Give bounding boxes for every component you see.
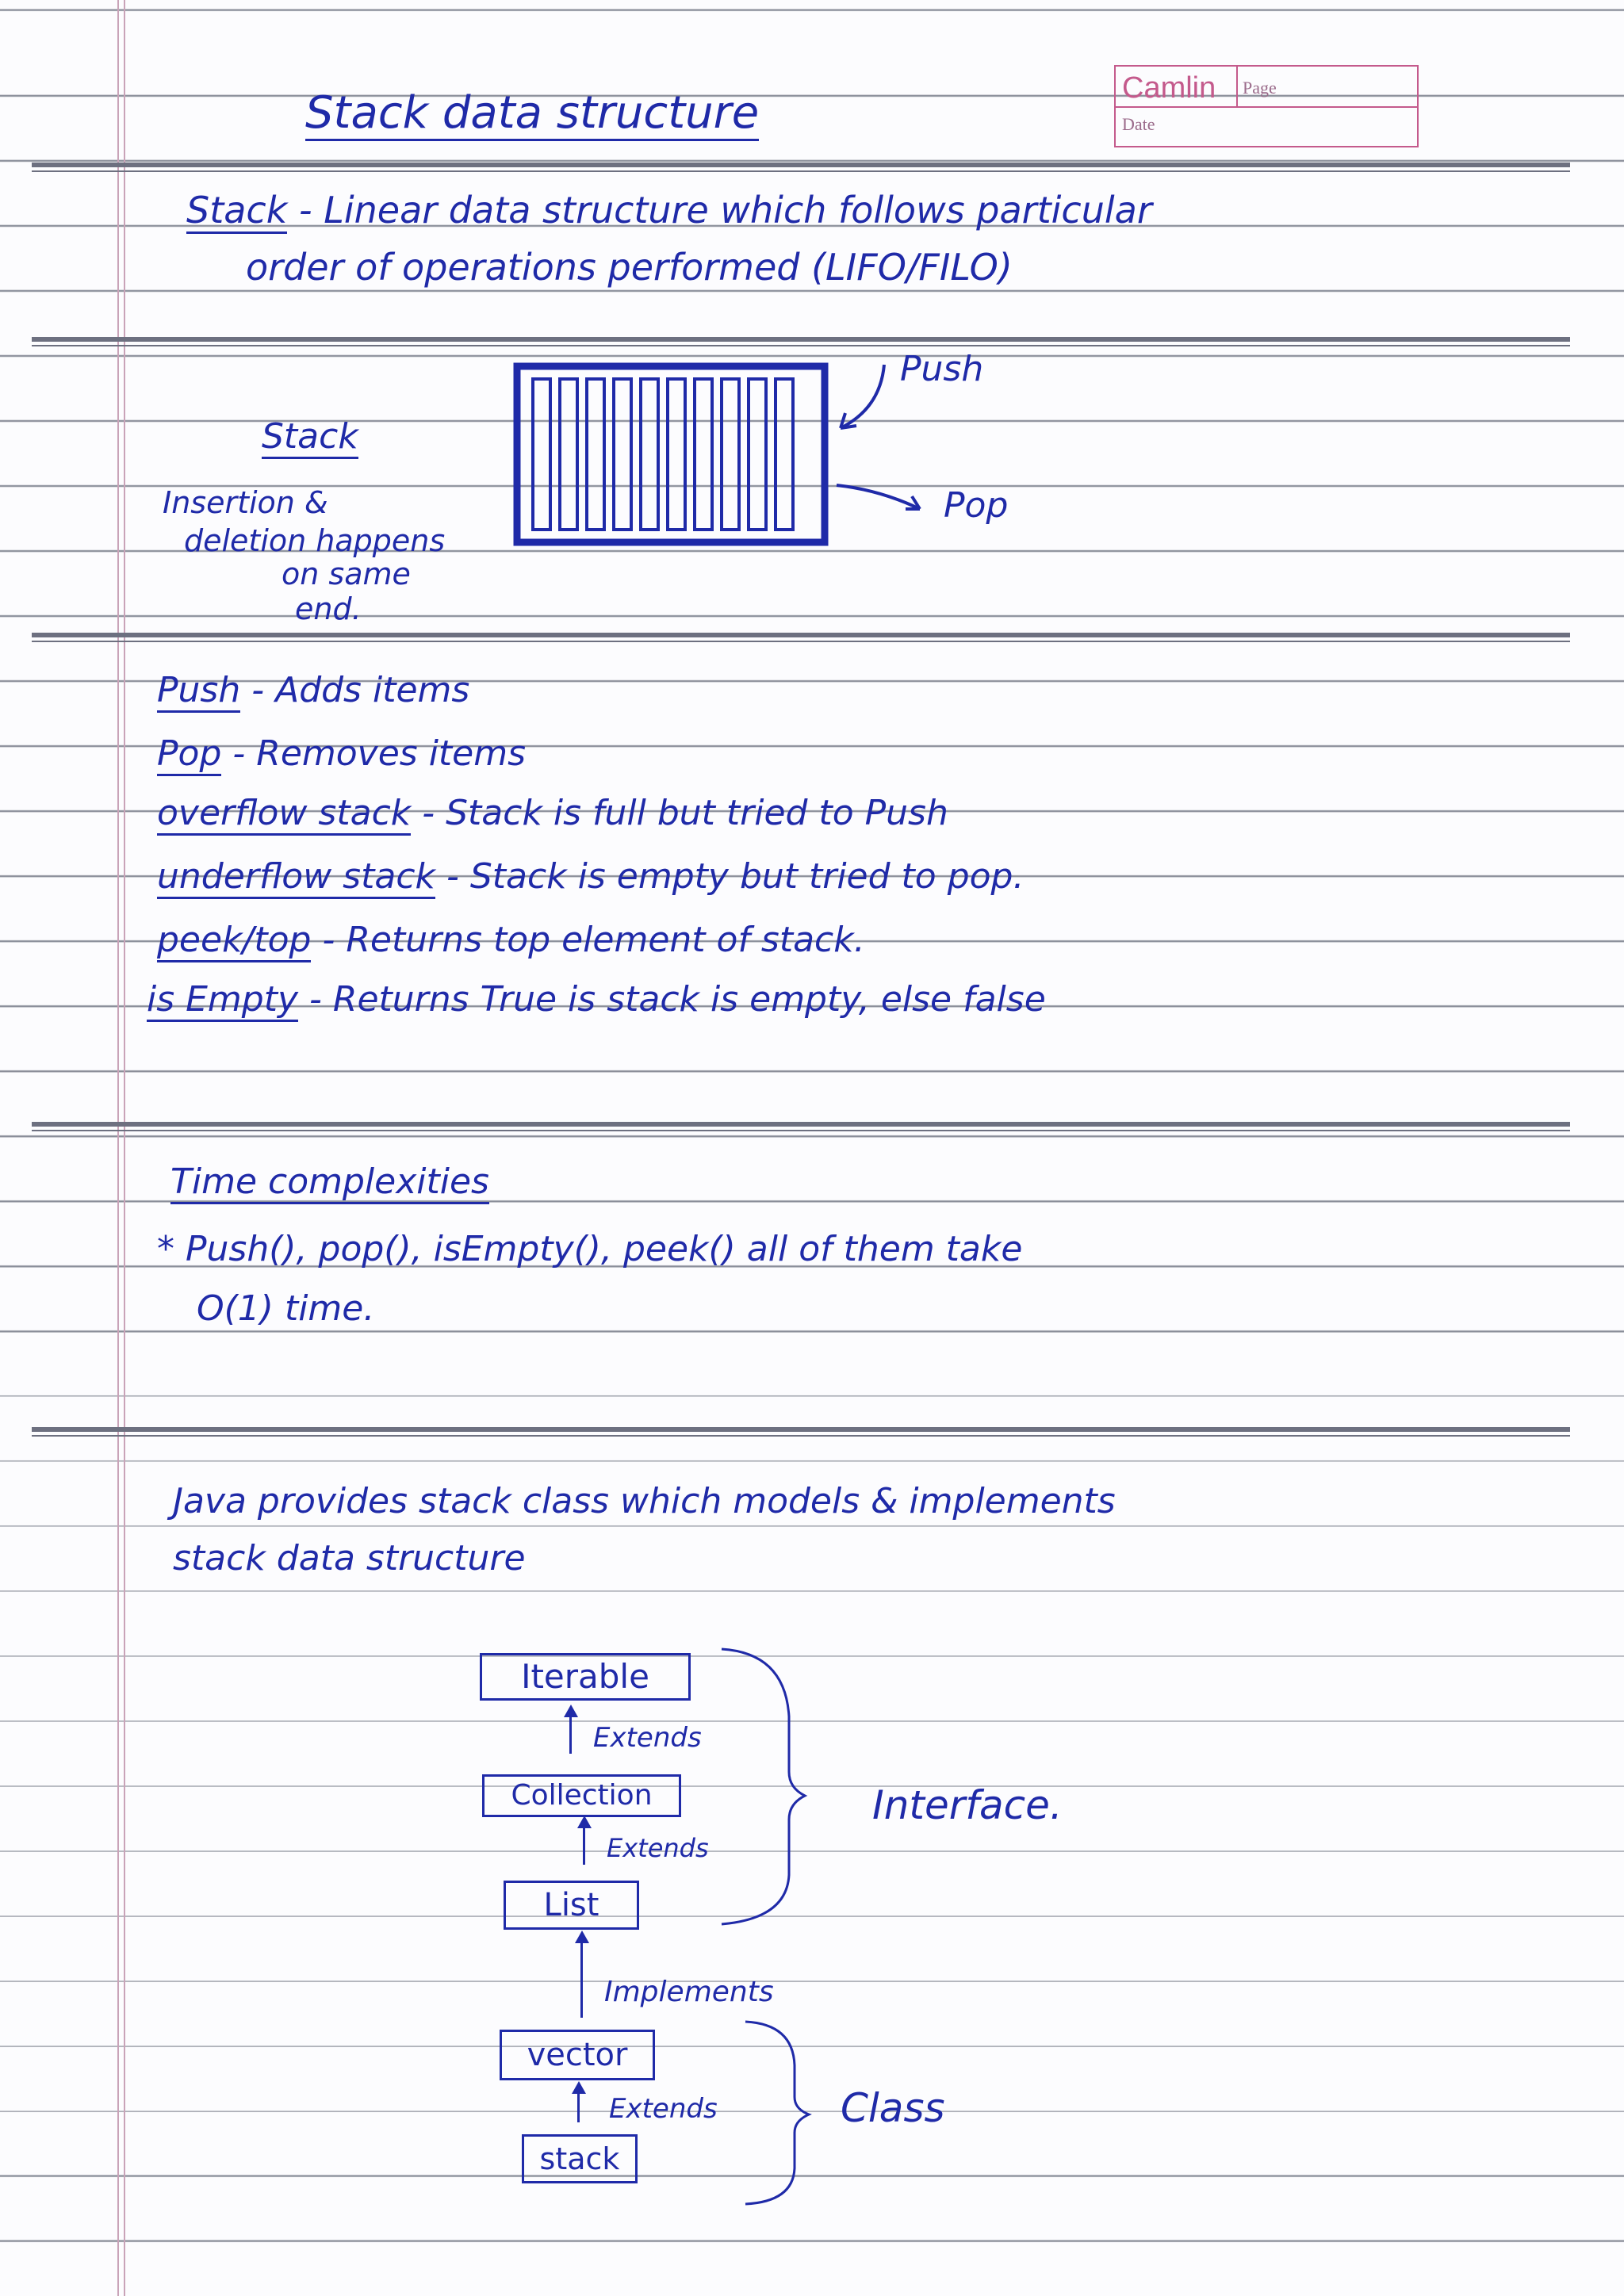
arrow-up-icon bbox=[577, 1816, 592, 1828]
separator bbox=[32, 1122, 1570, 1127]
extends-label-2: Extends bbox=[607, 1833, 709, 1863]
op-push: Push - Adds items bbox=[157, 670, 469, 710]
extends-arrow bbox=[569, 1712, 572, 1754]
op-underflow: underflow stack - Stack is empty but tried to pop. bbox=[157, 856, 1024, 897]
complexity-heading: Time complexities bbox=[170, 1161, 489, 1204]
separator bbox=[32, 337, 1570, 342]
extends-label-1: Extends bbox=[593, 1722, 702, 1754]
complexity-line-2: O(1) time. bbox=[197, 1288, 375, 1329]
page-title: Stack data structure bbox=[305, 87, 759, 141]
page-label: Page bbox=[1243, 78, 1277, 98]
pop-arrow-icon bbox=[833, 476, 928, 515]
arrow-up-icon bbox=[564, 1705, 578, 1717]
stack-note-4: end. bbox=[295, 591, 362, 626]
class-brace bbox=[737, 2018, 817, 2208]
separator bbox=[32, 633, 1570, 637]
java-line-2: stack data structure bbox=[173, 1538, 526, 1578]
arrow-up-icon bbox=[572, 2081, 586, 2094]
stack-class-box: stack bbox=[522, 2134, 638, 2183]
class-label: Class bbox=[841, 2085, 945, 2131]
push-label: Push bbox=[900, 349, 984, 389]
definition-line-1: Stack - Linear data structure which follows particular bbox=[186, 189, 1152, 232]
implements-label: Implements bbox=[604, 1976, 774, 2008]
extends-arrow bbox=[583, 1823, 585, 1865]
java-line-1: Java provides stack class which models & implements bbox=[173, 1481, 1116, 1521]
stack-note-1: Insertion & bbox=[163, 485, 328, 520]
op-pop: Pop - Removes items bbox=[157, 733, 526, 774]
arrow-up-icon bbox=[575, 1931, 589, 1943]
iterable-box: Iterable bbox=[480, 1653, 691, 1701]
definition-line-2: order of operations performed (LIFO/FILO) bbox=[246, 246, 1013, 289]
op-overflow: overflow stack - Stack is full but tried to Push bbox=[157, 793, 948, 833]
stack-label: Stack bbox=[262, 416, 358, 459]
separator bbox=[32, 1427, 1570, 1432]
interface-label: Interface. bbox=[872, 1782, 1063, 1828]
pop-label: Pop bbox=[944, 485, 1009, 526]
stack-note-2: deletion happens bbox=[184, 523, 446, 558]
op-peek: peek/top - Returns top element of stack. bbox=[157, 920, 865, 960]
stack-note-3: on same bbox=[282, 557, 411, 591]
push-arrow-icon bbox=[825, 361, 896, 440]
list-box: List bbox=[504, 1881, 639, 1930]
stack-diagram bbox=[508, 357, 841, 555]
camlin-page-box bbox=[1114, 65, 1419, 147]
implements-arrow bbox=[580, 1938, 583, 2018]
separator bbox=[32, 163, 1570, 167]
extends-arrow bbox=[577, 2089, 580, 2122]
vector-box: vector bbox=[500, 2030, 655, 2080]
date-label: Date bbox=[1122, 114, 1155, 134]
stack-term: Stack bbox=[186, 189, 287, 234]
extends-label-3: Extends bbox=[609, 2093, 718, 2125]
interface-brace bbox=[714, 1645, 809, 1931]
complexity-line-1: * Push(), pop(), isEmpty(), peek() all of them take bbox=[157, 1229, 1023, 1269]
op-isempty: is Empty - Returns True is stack is empty, else false bbox=[147, 979, 1046, 1020]
brand-name: Camlin bbox=[1122, 71, 1216, 105]
collection-box: Collection bbox=[482, 1774, 681, 1817]
